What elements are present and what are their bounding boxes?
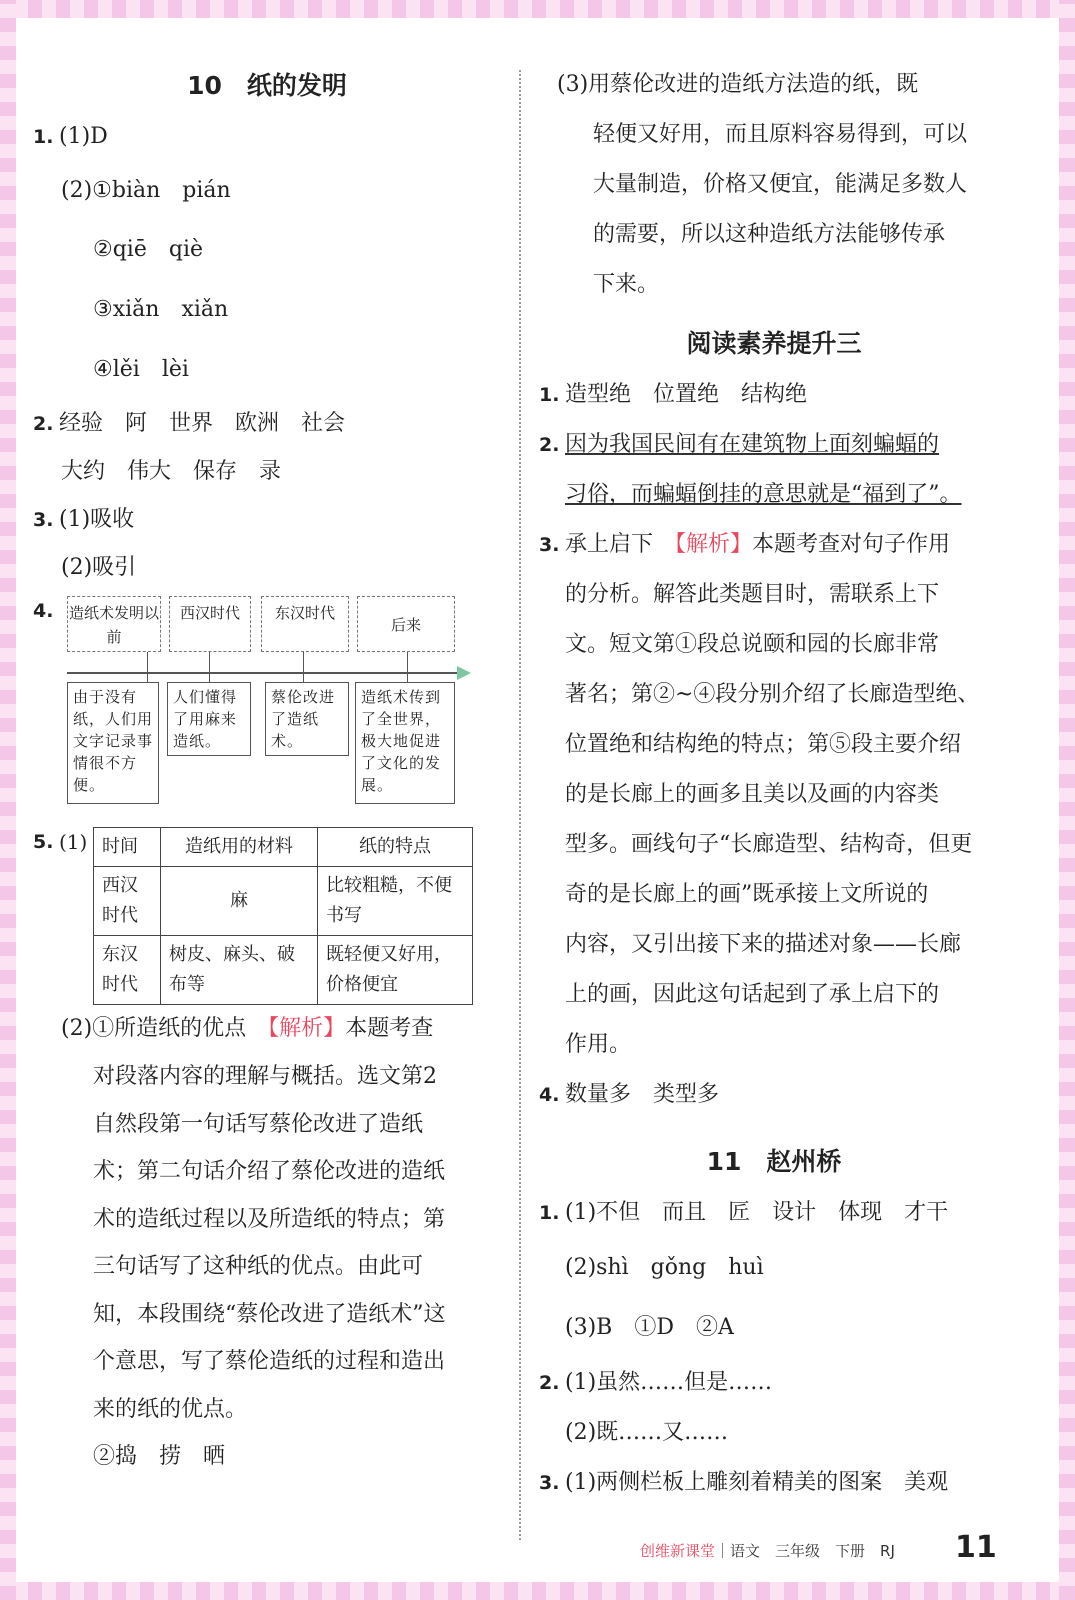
timeline-desc-1: 由于没有纸，人们用文字记录事情很不方便。 [67,682,159,804]
text-line: 的是长廊上的画多且美以及画的内容类 [565,782,940,807]
text-line: 术；第二句话介绍了蔡伦改进的造纸 [93,1159,446,1184]
table-header: 造纸用的材料 [161,828,318,867]
r2-number: 2. [539,434,560,456]
z1-answer-b: (2)shì gǒng huì [565,1255,764,1280]
timeline-stage-3: 东汉时代 [261,596,349,652]
z1-answer-c: (3)B ①D ②A [565,1315,734,1340]
q3-answer-a: (1)吸收 [59,507,135,532]
left-column [33,60,501,1481]
table-cell: 树皮、麻头、破布等 [161,936,318,1005]
column-divider [519,70,521,1540]
q3-number: 3. [33,509,54,531]
text-line: 作用。 [565,1032,632,1057]
timeline-diagram [67,596,501,821]
table-row [94,867,473,936]
r2-line: 习俗，而蝙蝠倒挂的意思就是“福到了”。 [565,482,962,507]
r3-head: 承上启下 [565,532,676,557]
table-cell: 东汉时代 [94,936,161,1005]
table-cell: 西汉时代 [94,867,161,936]
text-line: 型多。画线句子“长廊造型、结构奇，但更 [565,832,973,857]
timeline-desc-4: 造纸术传到了全世界，极大地促进了文化的发展。 [355,682,455,804]
analysis-tag: 【解析】 [268,1016,346,1041]
q5-p2-last: ②捣 捞 晒 [93,1444,226,1469]
text-line: 术的造纸过程以及所造纸的特点；第 [93,1206,446,1232]
timeline-connector [147,652,148,682]
timeline-arrow-icon [457,666,471,680]
z2-number: 2. [539,1372,560,1394]
q5-p2-head: (2)①所造纸的优点 [61,1016,269,1041]
z3-number: 3. [539,1472,560,1494]
decorative-border-right [1059,0,1075,1600]
decorative-border-bottom [0,1582,1075,1600]
text-line: 对段落内容的理解与概括。选文第2 [93,1064,437,1089]
r3-tail: 本题考查对句子作用 [752,532,951,557]
q5-sub-label: (1) [59,830,88,854]
text-line: 内容，又引出接下来的描述对象——长廊 [565,932,962,957]
r4-answer: 数量多 类型多 [565,1082,720,1107]
r4-number: 4. [539,1084,560,1106]
r3-number: 3. [539,534,560,556]
timeline-connector [209,652,210,682]
text-line: 文。短文第①段总说颐和园的长廊非常 [565,632,940,657]
text-line: 下来。 [593,272,660,297]
q4-number: 4. [33,600,54,622]
text-line: 的需要，所以这种造纸方法能够传承 [593,222,946,247]
q2-answer-a: 经验 阿 世界 欧洲 社会 [59,411,346,436]
footer-subject: ｜语文 三年级 下册 RJ [715,1542,895,1560]
footer-brand: 创维新课堂 [640,1542,716,1560]
text-line: 来的纸的优点。 [93,1396,248,1422]
z2-answer-a: (1)虽然……但是…… [565,1370,773,1395]
q1-answer-a: (1)D [59,124,108,149]
page-number: 11 [955,1530,997,1565]
timeline-stage-2: 西汉时代 [169,596,251,652]
decorative-border-top [0,0,1075,18]
timeline-desc-3: 蔡伦改进了造纸术。 [265,682,349,756]
q2-number: 2. [33,413,54,435]
timeline-connector [407,652,408,682]
text-line: 轻便又好用，而且原料容易得到，可以 [593,122,968,147]
q1-answer-e: ④lěi lèi [93,357,189,382]
page-footer [640,1540,895,1561]
z2-answer-b: (2)既……又…… [565,1420,729,1445]
table-cell: 既轻便又好用，价格便宜 [318,936,473,1005]
text-line: 自然段第一句话写蔡伦改进了造纸 [93,1111,424,1137]
text-line: 三句话写了这种纸的优点。由此可 [93,1254,424,1279]
timeline-desc-2: 人们懂得了用麻来造纸。 [167,682,251,756]
timeline-stage-1: 造纸术发明以前 [67,596,161,652]
table-cell: 麻 [161,867,318,936]
table-cell: 比较粗糙，不便书写 [318,867,473,936]
q2-answer-b: 大约 伟大 保存 录 [61,459,282,484]
table-header: 时间 [94,828,161,867]
text-line: 知，本段围绕“蔡伦改进了造纸术”这 [93,1301,446,1327]
lesson-title: 10 纸的发明 [187,71,347,100]
text-line: 奇的是长廊上的画”既承接上文所说的 [565,882,929,907]
text-line: 位置绝和结构绝的特点；第⑤段主要介绍 [565,732,962,757]
timeline-connector [303,652,304,682]
q1-answer-c: ②qiē qiè [93,237,204,262]
timeline-axis [67,672,459,674]
text-line: (3)用蔡伦改进的造纸方法造的纸，既 [557,72,919,97]
table-row [94,936,473,1005]
z1-answer-a: (1)不但 而且 匠 设计 体现 才干 [565,1200,949,1225]
right-column [539,60,1009,1508]
timeline-stage-4: 后来 [357,596,455,652]
lesson-title: 11 赵州桥 [706,1147,842,1176]
q5-p2-tail: 本题考查 [345,1016,434,1041]
q1-answer-d: ③xiǎn xiǎn [93,297,229,322]
text-line: 上的画，因此这句话起到了承上启下的 [565,982,940,1007]
q3-answer-b: (2)吸引 [61,555,137,580]
text-line: 个意思，写了蔡伦造纸的过程和造出 [93,1349,446,1374]
q5-table [93,827,473,1005]
text-line: 著名；第②~④段分别介绍了长廊造型绝、 [565,682,980,707]
q1-number: 1. [33,126,54,148]
table-header: 纸的特点 [318,828,473,867]
r1-answer: 造型绝 位置绝 结构绝 [565,382,808,407]
text-line: 的分析。解答此类题目时，需联系上下 [565,582,940,607]
r1-number: 1. [539,384,560,406]
q5-number: 5. [33,831,54,853]
text-line: 大量制造，价格又便宜，能满足多数人 [593,172,968,197]
z3-answer-a: (1)两侧栏板上雕刻着精美的图案 美观 [565,1470,949,1495]
decorative-border-left [0,0,16,1600]
q1-answer-b: (2)①biàn pián [61,178,231,203]
z1-number: 1. [539,1202,560,1224]
analysis-tag: 【解析】 [675,532,753,557]
section-title: 阅读素养提升三 [686,329,862,358]
r2-line: 因为我国民间有在建筑物上面刻蝙蝠的 [565,432,940,457]
